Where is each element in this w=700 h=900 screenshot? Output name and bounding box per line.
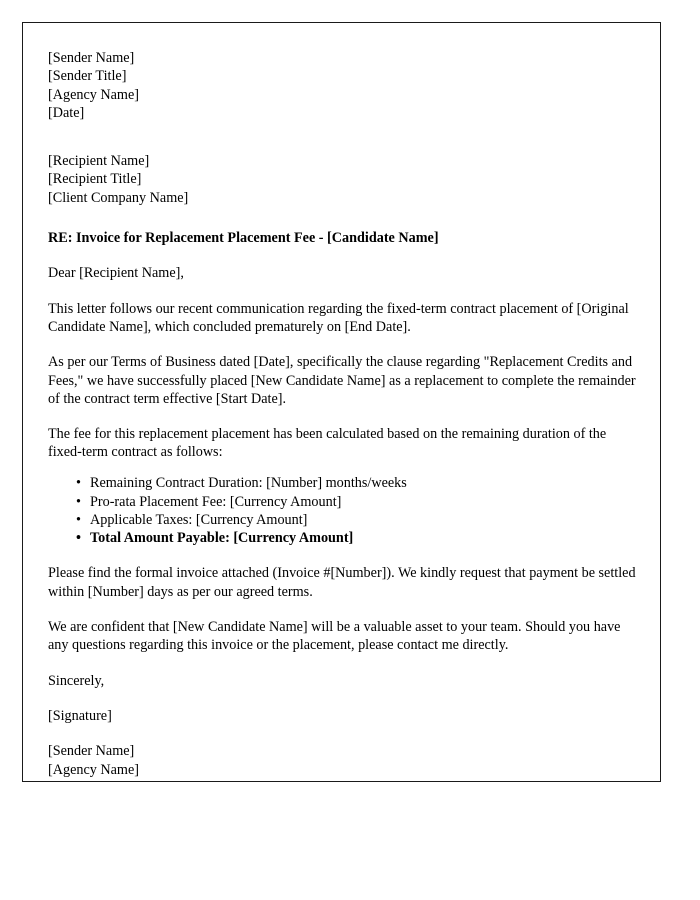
list-item: • Remaining Contract Duration: [Number] months/weeks [76,474,639,492]
signature-placeholder: [Signature] [48,707,112,724]
paragraph-terms: As per our Terms of Business dated [Date], specifically the clause regarding "Replacement Credits and Fees," we have successfully placed [New Candidate Name] as a replacement to complete the remainder of the contract term effective [Start Date]. [48,354,636,407]
fee-breakdown-list [48,474,639,547]
paragraph-intro: This letter follows our recent communication regarding the fixed-term contract placement of [Original Candidate Name], which concluded prematurely on [End Date]. [48,300,629,335]
paragraph-fee-intro: The fee for this replacement placement has been calculated based on the remaining duration of the fixed-term contract as follows: [48,426,607,461]
salutation-spacer [48,247,639,264]
signature-block-spacer [48,725,639,742]
fee-intro-spacer [48,408,639,425]
terms-spacer [48,336,639,353]
sender-title-line: [Sender Title] [48,68,127,85]
letter-content [48,49,639,779]
recipient-title-line: [Recipient Title] [48,171,142,188]
sender-name-line: [Sender Name] [48,50,135,66]
paragraph-closing-note: We are confident that [New Candidate Name] will be a valuable asset to your team. Should you have any questions regarding this invoice or the placement, please contact me directly. [48,619,621,654]
list-item: • Pro-rata Placement Fee: [Currency Amount] [76,493,639,511]
recipient-address-block [48,152,639,207]
bullets-spacer [48,462,639,475]
agency-name-line: [Agency Name] [48,86,139,103]
list-item-total: • Total Amount Payable: [Currency Amount] [76,529,639,547]
date-line: [Date] [48,104,85,121]
signature-block [48,742,639,779]
signature-sender-name: [Sender Name] [48,743,135,760]
closing-note-spacer [48,601,639,618]
salutation: Dear [Recipient Name], [48,265,184,282]
list-item: • Applicable Taxes: [Currency Amount] [76,511,639,529]
subject-spacer [48,207,639,229]
client-company-line: [Client Company Name] [48,189,189,206]
signature-agency-name: [Agency Name] [48,761,139,778]
sign-off-spacer [48,655,639,672]
intro-spacer [48,283,639,300]
address-spacer [48,122,639,152]
subject-line: RE: Invoice for Replacement Placement Fee - [Candidate Name] [48,230,439,247]
invoice-note-spacer [48,547,639,564]
recipient-name-line: [Recipient Name] [48,153,150,170]
paragraph-invoice-note: Please find the formal invoice attached (Invoice #[Number]). We kindly request that payment be settled within [Number] days as per our agreed terms. [48,565,636,600]
sign-off: Sincerely, [48,672,105,689]
sender-address-block [48,49,639,122]
signature-spacer [48,690,639,707]
letter-page [22,22,661,782]
